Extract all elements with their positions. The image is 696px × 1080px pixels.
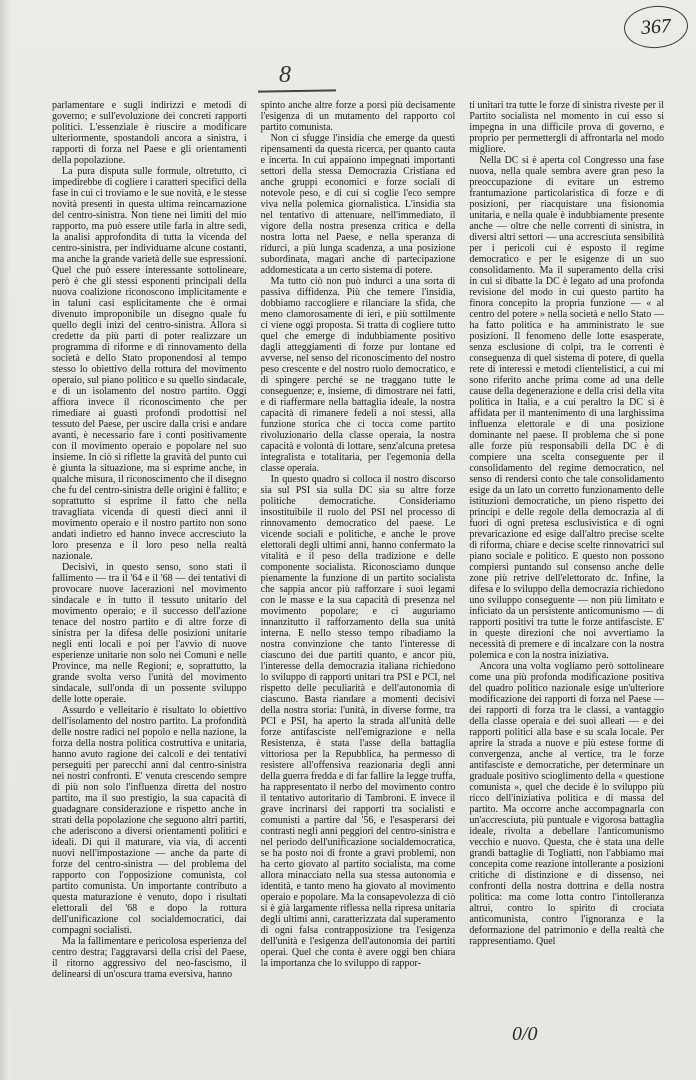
article-column-2 xyxy=(261,100,456,1040)
paragraph: In questo quadro si colloca il nostro discorso sia sul PSI sia sulla DC sia su altre forze politiche democratiche. Consideriamo insostituibile il ruolo del PSI nel processo di rinnovamento democratico del paese. Le vicende sociali e politiche, e anche le prove elettorali degli ultimi anni, hanno confermato la vitalità e il peso della tradizione e delle componente socialista. Riconosciamo dunque pienamente la funzione di un partito socialista che sappia ancor più rafforzare i suoi legami con le masse e la sua capacità di presenza nel movimento popolare; e ci auguriamo innanzitutto il rafforzamento della sua unità interna. E nello stesso tempo ribadiamo la nostra convinzione che tanto l'interesse di ciascuno dei due partiti quanto, e ancor più, l'interesse della democrazia italiana richiedono lo sviluppo di rapporti unitari tra PSI e PCI, nel rispetto delle peculiarità e dell'autonomia di ciascuno. Basta riandare a momenti decisivi della nostra storia: l'unità, in diverse forme, tra PCI e PSI, ha aperto la strada all'unità delle forze antifasciste nell'emigrazione e nella Resistenza, è stata l'asse della battaglia vittoriosa per la Repubblica, ha permesso di resistere all'offensiva reazionaria degli anni della guerra fredda e di far fallire la legge truffa, ha rappresentato il nerbo del movimento contro il tentativo autoritario di Tambroni. E invece il grave incrinarsi dei rapporti tra socialisti e comunisti a partire dal '56, e l'esasperarsi dei contrasti negli anni peggiori del centro-sinistra e nel periodo dell'unificazione socialdemocratica, se ha posto noi di fronte a gravi problemi, non ha certo giovato al partito socialista, ma come allora minacciato nella sua stessa autonomia e identità, e tanto meno ha giovato al movimento operaio e popolare. Ma la consapevolezza di ciò si è già largamente riflessa nella ripresa unitaria degli ultimi anni, caratterizzata dal superamento di ogni falsa contrapposizione tra l'esigenza dell'unità e l'esigenza dell'autonomia dei partiti operai. Quel che conta è avere oggi ben chiara la importanza che lo sviluppo di rappor- xyxy=(260,474,456,969)
archive-number-stamp: 367 xyxy=(623,4,690,50)
paragraph: Non ci sfugge l'insidia che emerge da questi ripensamenti da questa ricerca, per quanto cauta e incerta. In cui appaiono impegnati importanti settori della stessa Democrazia Cristiana ed anche gruppi economici e forze sociali di notevole peso, e di cui si coglie l'eco sempre viva nella polemica giornalistica. L'insidia sta nel tentativo di attenuare, nell'immediato, il vigore della nostra presenza critica e della nostra lotta nel Paese, e nella speranza di ridurci, a più lunga scadenza, a una posizione subordinata, magari anche di partecipazione addomesticata a un certo sistema di potere. xyxy=(260,133,456,276)
paragraph: Ancora una volta vogliamo però sottolineare come una più profonda modificazione positiva del quadro politico nazionale esige un'ulteriore modificazione dei rapporti di forza nel Paese — dei rapporti di forza tra le classi, a vantaggio della classe operaia e dei suoi alleati — e dei rapporti politici alla base e su scala locale. Per aprire la strada a nuove e più estese forme di convergenza, anche al vertice, tra le forze antifasciste e democratiche, per determinare un graduale positivo scioglimento della « questione comunista », quel che decide è lo sviluppo più ricco dell'iniziativa politica e di massa del partito. Ma occorre anche accompagnarla con un'accresciuta, più puntuale e vigorosa battaglia ideale, rivolta a debellare l'anticomunismo vecchio e nuovo. Questa, che è stata una delle grandi battaglie di Togliatti, non l'abbiamo mai concepita come reazione intollerante a posizioni critiche di distinzione e di dissenso, nei confronti della nostra dottrina e della nostra politica: ma come lotta contro l'intolleranza altrui, contro lo spirito di crociata anticomunista, contro l'ignoranza e la deformazione del patrimonio e della realtà che rappresentiamo. Quel xyxy=(469,661,665,947)
paragraph: parlamentare e sugli indirizzi e metodi di governo; e sull'evoluzione dei concreti rapporti politici. L'essenziale è riuscire a modificare ulteriormente, spostandoli ancora a sinistra, i rapporti di forza nel Paese e gli orientamenti della popolazione. xyxy=(52,100,247,166)
article-column-1 xyxy=(52,100,247,1040)
paragraph: spinto anche altre forze a porsi più decisamente l'esigenza di un mutamento del rapporto col partito comunista. xyxy=(260,100,456,133)
paragraph: Nella DC si è aperta col Congresso una fase nuova, nella quale sembra avere gran peso la preoccupazione di evitare un estremo frantumazione particolaristica di forze e di posizioni, per riacquistare una fisionomia unitaria, e nella quale è indubbiamente presente anche — oltre che nelle correnti di sinistra, in diversi altri settori — una accresciuta sensibilità per i pericoli cui è esposto il regime democratico e per le esigenze di un suo consolidamento. Ma il superamento della crisi in cui si dibatte la DC è legato ad una profonda revisione del modo in cui questo partito ha finora concepito la propria funzione — « al centro del potere » nella società e nello Stato — ha fatto politica e ha amministrato le sue posizioni. Il fenomeno delle lotte esasperate, senza esclusione di colpi, tra le correnti è conseguenza di quel sistema di potere, di quella rete di interessi e metodi clientelistici, a cui mi sono riferito anche prima come ad una delle cause della degenerazione e della crisi della vita politica in Italia, e a cui peraltro la DC si è affidata per il mantenimento di una larghissima influenza elettorale e di una posizione dominante nel paese. Il problema che si pone alle forze più responsabili della DC è di compiere una scelta conseguente per il consolidamento del regime democratico, nel senso di rendersi conto che tale consolidamento esige da un lato un corretto funzionamento delle istituzioni democratiche, un pieno rispetto dei principi e delle regole della democrazia al di fuori di ogni pretesa esclusivistica e di ogni prevaricazione ed esige dall'altro precise scelte di riforma, chiare e decise scelte rinnovatrici sul piano sociale e politico. E questo non possono compiersi puntando sul consenso anche delle zone più retrive dell'elettorato dc. Infine, la difesa e lo sviluppo della democrazia richiedono uno sviluppo conseguente — non più limitato e inficiato da un persistente anticomunismo — di rapporti positivi tra tutte le forze antifasciste. E' in queste direzioni che noi avvertiamo la necessità di premere e di incalzare con la nostra polemica e con la nostra iniziativa. xyxy=(469,155,665,661)
handwritten-underline xyxy=(258,89,336,92)
paragraph: Decisivi, in questo senso, sono stati il fallimento — tra il '64 e il '68 — dei tentativi di provocare nuove lacerazioni nel movimento sindacale e in tutto il tessuto unitario del movimento operaio; e il successo dell'azione tenace del nostro partito e di altre forze di sinistra per la difesa delle posizioni unitarie negli enti locali e poi per l'avvio di nuove esperienze unitarie non solo nei Comuni e nelle Province, ma nelle Regioni; e, soprattutto, la grande svolta verso l'unità del movimento sindacale, sull'onda di un possente sviluppo delle lotte operaie. xyxy=(52,562,247,705)
article-body xyxy=(52,100,664,1040)
paragraph: La pura disputa sulle formule, oltretutto, ci impedirebbe di cogliere i caratteri specifici della fase in cui ci troviamo e le sue novità, e le stesse novità presenti in questa ultima reincarnazione del centro-sinistra. Non tiene nei limiti del mio rapporto, ma può essere utile farla in altre sedi, la analisi approfondita di tutta la vicenda del centro-sinistra, per individuarne alcune costanti, ma anche la grande varietà delle sue espressioni. Quel che può essere interessante sottolineare, però è che gli stessi esponenti principali della nuova coalizione riconoscono implicitamente e in taluni casi esplicitamente che è ormai divenuto improponibile un disegno quale fu quello degli inizi del centro-sinistra. Allora si credette da più parti di poter realizzare un programma di riforme e di rinnovamento della società e dello Stato proponendosi al tempo stesso lo obiettivo della rottura del movimento operaio, sul piano politico e su quello sindacale, e di un isolamento del nostro partito. Oggi affiora invece il riconoscimento che per rimediare ai guasti profondi prodottisi nel tessuto del Paese, per uscire dalla crisi e andare avanti, è necessario fare i conti positivamente con il movimento operaio e popolare nel suo insieme. In ciò si riflette la gravità del punto cui è giunta la situazione, ma si esprime anche, in qualche misura, il riconoscimento che il disegno che fu del centro-sinistra delle origini è fallito; e soprattutto si esprime il fatto che nella travagliata vicenda di questi dieci anni il movimento operaio e il nostro partito non sono andati indietro ed hanno invece accresciuto la loro presenza e il loro peso nella realtà nazionale. xyxy=(52,166,247,562)
scan-edge-shadow xyxy=(0,0,10,1080)
paragraph: Ma la fallimentare e pericolosa esperienza del centro destra; l'aggravarsi della crisi del Paese, il ritorno aggressivo del neo-fascismo, il delinearsi di un'oscura trama eversiva, hanno xyxy=(52,936,247,980)
page-number: 8 xyxy=(279,62,291,88)
paragraph: ti unitari tra tutte le forze di sinistra riveste per il Partito socialista nel momento in cui esso si impegna in una difficile prova di governo, e proprio per permettergli di affrontarla nel modo migliore. xyxy=(469,100,665,155)
paragraph: Assurdo e velleitario è risultato lo obiettivo dell'isolamento del nostro partito. La profondità delle nostre radici nel popolo e nella nazione, la forza della nostra politica costruttiva e unitaria, hanno avuto ragione dei calcoli e dei tentativi perseguiti per parecchi anni dal centro-sinistra nei nostri confronti. E' venuta crescendo sempre di più non solo l'influenza diretta del nostro partito, ma il suo prestigio, la sua capacità di guadagnare considerazione e rispetto anche in strati della popolazione che seguono altri partiti, che aderiscono a diversi orientamenti politici e ideali. Di qui il maturare, via via, di accenti nuovi nell'impostazione — anche da parte di forze del centro-sinistra — del problema del rapporto con l'opposizione comunista, col partito comunista. Un importante contributo a questa maturazione è venuto, dopo i risultati elettorali del '68 e dopo la rottura dell'unificazione col socialdemocratici, dai compagni socialisti. xyxy=(52,705,247,936)
paragraph: Ma tutto ciò non può indurci a una sorta di passiva diffidenza. Più che temere l'insidia, dobbiamo raccogliere e rilanciare la sfida, che meno clamorosamente di ieri, e più sottilmente ci viene oggi proposta. Si tratta di cogliere tutto quel che emerge di indubbiamente positivo dagli atteggiamenti di forze pur lontane ed avverse, nel senso del riconoscimento del nostro peso crescente e del nostro ruolo democratico, e di spingere perché se ne traggano tutte le conseguenze; e, insieme, di dimostrare nei fatti, e di riaffermare nella battaglia ideale, la nostra capacità di rimanere fedeli a noi stessi, alla funzione storica che ci tocca come partito rivoluzionario della classe operaia, la nostra capacità e volontà di lottare, senz'alcuna pretesa integralista e totalitaria, per l'egemonia della classe operaia. xyxy=(260,276,456,474)
article-column-3 xyxy=(469,100,664,1040)
folio-mark: 0/0 xyxy=(512,1023,538,1045)
